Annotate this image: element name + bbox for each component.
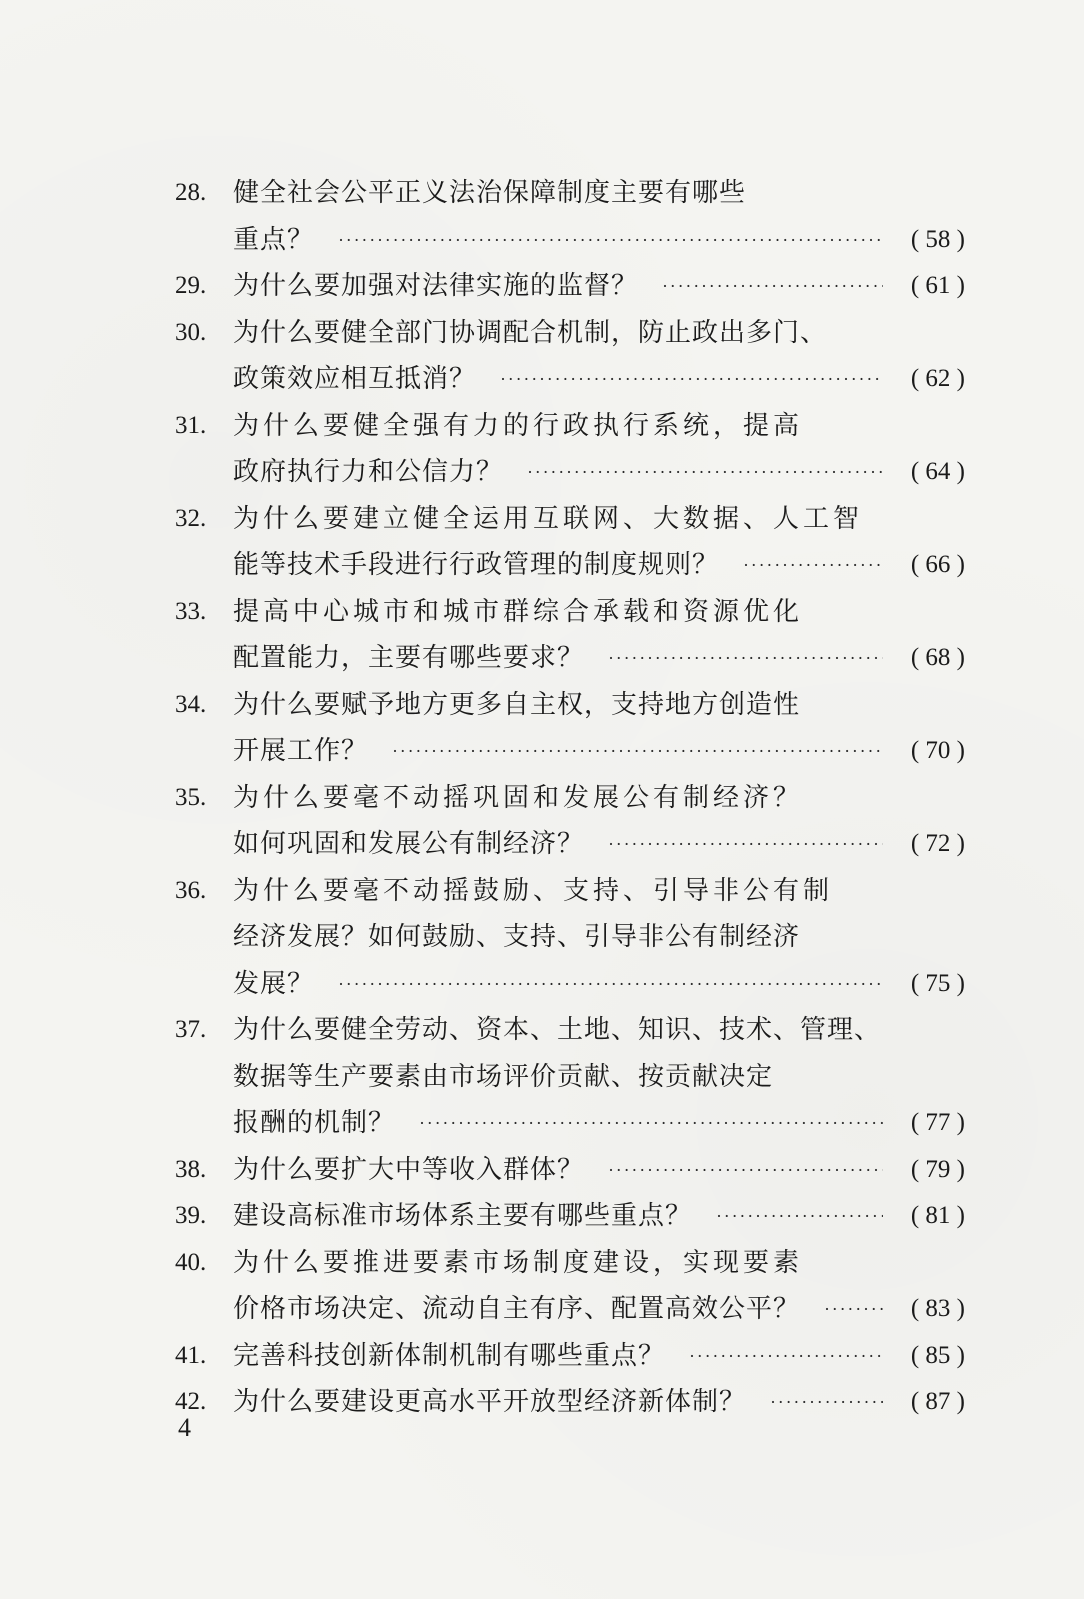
- entry-number: 35.: [175, 783, 207, 811]
- entry-title-text: 为什么要健全部门协调配合机制，防止政出多门、: [233, 317, 828, 348]
- dot-leader: [689, 1333, 883, 1380]
- entry-title-text: 如何巩固和发展公有制经济？: [233, 829, 585, 859]
- toc-entry-line: [175, 1100, 965, 1147]
- entry-page-number: ( 75 ): [910, 969, 965, 997]
- entry-page-number: ( 70 ): [910, 737, 965, 764]
- entry-title-text: 报酬的机制？: [233, 1108, 396, 1138]
- entry-number: 33.: [175, 597, 207, 625]
- toc-entry-line: [175, 635, 965, 682]
- toc-entry[interactable]: [175, 1240, 965, 1333]
- entry-number: 36.: [175, 876, 207, 904]
- toc-entry-line: [175, 1193, 965, 1240]
- toc-entry-line: [175, 356, 965, 403]
- entry-title-text: 经济发展？如何鼓励、支持、引导非公有制经济: [233, 922, 801, 952]
- dot-leader: [608, 821, 883, 868]
- entry-page-number: ( 87 ): [910, 1388, 965, 1415]
- toc-entry-line: [175, 403, 965, 450]
- entry-number: 28.: [175, 179, 207, 206]
- entry-number: 37.: [175, 1016, 207, 1043]
- toc-entry-line: [175, 310, 965, 357]
- toc-entry-line: [175, 1333, 965, 1380]
- toc-entry-line: [175, 728, 965, 775]
- toc-entry-line: [175, 496, 965, 543]
- entry-title-text: 为什么要健全强有力的行政执行系统，提高: [233, 410, 804, 441]
- entry-page-number: ( 83 ): [910, 1295, 965, 1322]
- toc-entry[interactable]: [175, 310, 965, 403]
- entry-number: 34.: [175, 690, 207, 718]
- dot-leader: [743, 542, 883, 589]
- toc-entry[interactable]: [175, 1333, 965, 1380]
- entry-page-number: ( 62 ): [910, 365, 965, 392]
- entry-number: 38.: [175, 1155, 207, 1183]
- toc-entry[interactable]: [175, 403, 965, 496]
- toc-entry-line: [175, 961, 965, 1008]
- page-number: 4: [178, 1413, 191, 1442]
- toc-entry-line: [175, 821, 965, 868]
- dot-leader: [392, 728, 883, 775]
- toc-entry-line: [175, 775, 965, 822]
- entry-page-number: ( 66 ): [910, 551, 965, 578]
- toc-entry[interactable]: [175, 496, 965, 589]
- entry-title-text: 能等技术手段进行行政管理的制度规则？: [233, 550, 720, 580]
- entry-page-number: ( 58 ): [910, 225, 965, 253]
- dot-leader: [338, 217, 883, 264]
- entry-title-text: 为什么要建设更高水平开放型经济新体制？: [233, 1387, 747, 1417]
- toc-entry[interactable]: [175, 1193, 965, 1240]
- toc-entry-line: [175, 1286, 965, 1333]
- entry-page-number: ( 81 ): [910, 1202, 965, 1229]
- entry-number: 39.: [175, 1202, 207, 1229]
- dot-leader: [608, 635, 883, 682]
- toc-entry[interactable]: [175, 868, 965, 1008]
- entry-title-text: 为什么要推进要素市场制度建设，实现要素: [233, 1247, 804, 1278]
- toc-entry[interactable]: [175, 1147, 965, 1194]
- toc-entry[interactable]: [175, 775, 965, 868]
- entry-title-text: 配置能力，主要有哪些要求？: [233, 643, 585, 673]
- entry-number: 29.: [175, 272, 207, 299]
- entry-page-number: ( 77 ): [910, 1109, 965, 1136]
- entry-title-text: 为什么要毫不动摇巩固和发展公有制经济？: [233, 782, 804, 813]
- toc-entry-line: [175, 1379, 965, 1426]
- entry-number: 30.: [175, 318, 207, 346]
- entry-page-number: ( 64 ): [910, 458, 965, 485]
- entry-number: 32.: [175, 504, 207, 532]
- toc-entry-line: [175, 170, 965, 217]
- entry-title-text: 建设高标准市场体系主要有哪些重点？: [233, 1201, 693, 1231]
- entry-number: 40.: [175, 1248, 207, 1276]
- entry-title-text: 为什么要毫不动摇鼓励、支持、引导非公有制: [233, 875, 834, 906]
- toc-entry[interactable]: [175, 1379, 965, 1426]
- entry-page-number: ( 85 ): [910, 1341, 965, 1369]
- entry-number: 41.: [175, 1341, 207, 1369]
- entry-title-text: 开展工作？: [233, 736, 369, 766]
- entry-title-text: 重点？: [233, 224, 315, 255]
- dot-leader: [662, 263, 883, 310]
- entry-page-number: ( 79 ): [910, 1155, 965, 1183]
- toc-entry-line: [175, 217, 965, 264]
- toc-entry-line: [175, 868, 965, 915]
- toc-entry-line: [175, 263, 965, 310]
- toc-entry[interactable]: [175, 1007, 965, 1147]
- entry-page-number: ( 72 ): [910, 830, 965, 857]
- entry-page-number: ( 68 ): [910, 644, 965, 671]
- entry-number: 42.: [175, 1388, 207, 1415]
- entry-title-text: 政策效应相互抵消？: [233, 364, 477, 394]
- entry-title-text: 为什么要建立健全运用互联网、大数据、人工智: [233, 503, 864, 534]
- toc-entry-line: [175, 1147, 965, 1194]
- toc-entry-line: [175, 1240, 965, 1287]
- dot-leader: [500, 356, 883, 403]
- entry-title-text: 健全社会公平正义法治保障制度主要有哪些: [233, 178, 747, 208]
- dot-leader: [527, 449, 883, 496]
- toc-entry[interactable]: [175, 263, 965, 310]
- entry-title-text: 为什么要加强对法律实施的监督？: [233, 271, 639, 301]
- dot-leader: [419, 1100, 883, 1147]
- dot-leader: [338, 961, 883, 1008]
- toc-entry-line: [175, 589, 965, 636]
- entry-title-text: 完善科技创新体制机制有哪些重点？: [233, 1340, 666, 1371]
- dot-leader: [608, 1147, 883, 1194]
- toc-entry-line: [175, 449, 965, 496]
- entry-title-text: 数据等生产要素由市场评价贡献、按贡献决定: [233, 1061, 774, 1092]
- entry-title-text: 发展？: [233, 968, 315, 999]
- entry-title-text: 政府执行力和公信力？: [233, 457, 504, 487]
- entry-title-text: 为什么要健全劳动、资本、土地、知识、技术、管理、: [233, 1015, 882, 1045]
- entry-page-number: ( 61 ): [910, 272, 965, 299]
- dot-leader: [716, 1193, 883, 1240]
- toc-entry[interactable]: [175, 170, 965, 263]
- table-of-contents: [175, 170, 965, 1426]
- toc-entry[interactable]: [175, 682, 965, 775]
- entry-title-text: 价格市场决定、流动自主有序、配置高效公平？: [233, 1294, 801, 1324]
- toc-entry-line: [175, 914, 965, 961]
- toc-entry[interactable]: [175, 589, 965, 682]
- toc-entry-line: [175, 1054, 965, 1101]
- dot-leader: [770, 1379, 883, 1426]
- entry-title-text: 为什么要扩大中等收入群体？: [233, 1154, 585, 1185]
- entry-title-text: 为什么要赋予地方更多自主权，支持地方创造性: [233, 689, 801, 720]
- entry-number: 31.: [175, 411, 207, 439]
- toc-entry-line: [175, 682, 965, 729]
- toc-entry-line: [175, 542, 965, 589]
- entry-title-text: 提高中心城市和城市群综合承载和资源优化: [233, 596, 804, 627]
- toc-entry-line: [175, 1007, 965, 1054]
- dot-leader: [824, 1286, 883, 1333]
